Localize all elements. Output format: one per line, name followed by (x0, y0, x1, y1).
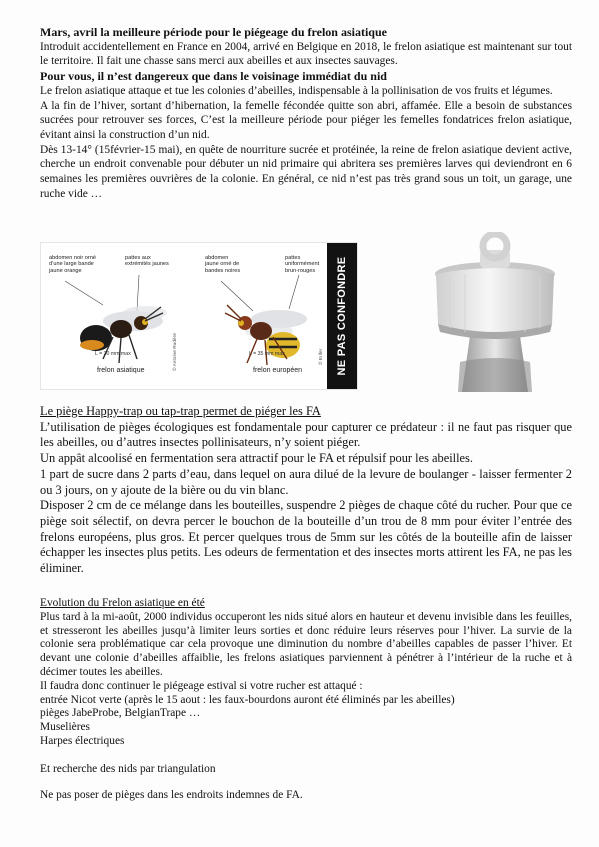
evolution-line-5: Harpes électriques (40, 734, 125, 747)
evolution-heading: Evolution du Frelon asiatique en été (40, 597, 205, 609)
warning-banner-text: NE PAS CONFONDRE (336, 256, 348, 376)
trap-paragraph-3: 1 part de sucre dans 2 parts d’eau, dans lequel on aura dilué de la levure de boulanger - laisser fermenter 2 ou 3 jours, on y ajoute de la bière ou du vin blanc. (40, 466, 572, 497)
evolution-line-4: Muselières (40, 721, 90, 734)
evolution-section (40, 597, 572, 802)
intro-paragraph-4: Dès 13-14° (15février-15 mai), en quête de nourriture sucrée et protéinée, la reine de frelon asiatique devient active, cherche un endroit convenable pour débuter un nid primaire qui abritera ses premières larves qui deviendront en 6 semaines les premières ouvrières de la colonie. En général, ce nid n’est pas très grand sous un toit, un garage, une ruche vide … (40, 143, 572, 200)
evolution-line-7: Ne pas poser de pièges dans les endroits indemnes de FA. (40, 788, 303, 801)
european-hornet-caption-abdomen: abdomen jaune orné de bandes noires (205, 255, 241, 274)
intro-paragraph-3: A la fin de l’hiver, sortant d’hibernation, la femelle fécondée quitte son abri, affamée. Elle a besoin de substances sucrées pour retrouver ses forces, C’est la meilleure période pour piéger les femelles fondatrices frelon asiatique, évitant ainsi la construction d’un nid. (40, 99, 572, 141)
asian-hornet-credit: © Antoine Rudère (173, 333, 178, 371)
evolution-line-1: Il faudra donc continuer le piégeage estival si votre rucher est attaqué : (40, 679, 363, 692)
european-hornet-label: frelon européen (253, 367, 303, 374)
asian-hornet-caption-legs: pattes aux extrémités jaunes (125, 255, 169, 268)
trap-paragraph-2: Un appât alcoolisé en fermentation sera attractif pour le FA et répulsif pour les abeilles. (40, 451, 473, 466)
evolution-line-3: pièges JabeProbe, BelgianTrape … (40, 707, 201, 720)
evolution-line-2: entrée Nicot verte (après le 15 aout : les faux-bourdons auront été éliminés par les abeilles) (40, 693, 455, 706)
intro-paragraph-1: Introduit accidentellement en France en 2004, arrivé en Belgique en 2018, le frelon asiatique est maintenant sur tout le territoire. Il fait une chasse sans merci aux abeilles et aux insectes sauvages. (40, 40, 572, 68)
intro-section (40, 25, 572, 201)
evolution-paragraph: Plus tard à la mi-août, 2000 individus occuperont les nids situé alors en hauteur et devenu invisible dans les feuilles, et stresseront les abeilles jusqu’à limiter leurs sorties et donc réduire leurs réserves pour l’hiver. La survie de la colonie sera problématique car cela provoque une diminution du nombre d’abeilles capables de passer l’hiver. Et devant une colonie d’abeilles affaiblie, les frelons asiatiques parviennent à pénétrer à l’intérieur de la ruche et à décimer toutes les abeilles. (40, 610, 572, 678)
trap-section (40, 404, 572, 577)
intro-paragraph-2: Le frelon asiatique attaque et tue les colonies d’abeilles, indispensable à la pollinisation de vos fruits et légumes. (40, 84, 553, 97)
article-title: Mars, avril la meilleure période pour le piégeage du frelon asiatique (40, 25, 387, 39)
evolution-line-6: Et recherche des nids par triangulation (40, 762, 216, 775)
bottle-trap-cap-icon (420, 232, 570, 392)
spacer (40, 749, 572, 763)
european-hornet-caption-legs: pattes uniformément brun-rouges (285, 255, 320, 274)
european-hornet-credit: © Erifer (319, 348, 324, 365)
intro-subtitle: Pour vous, il n’est dangereux que dans le voisinage immédiat du nid (40, 69, 387, 84)
trap-paragraph-4: Disposer 2 cm de ce mélange dans les bouteilles, suspendre 2 pièges de chaque côté du rucher. Pour que ce piège soit sélectif, on devra percer le bouchon de la bouteille d’un trou de 8 mm pour éviter l’entrée des frelons européens, plus gros. Et percer quelques trous de 5mm sur les côtés de la bouteille afin de laisser échapper les insectes plus petits. Les odeurs de fermentation et des insectes morts attirent les FA, ne pas les éliminer. (40, 498, 572, 576)
european-hornet-size: L = 35 mm max (249, 351, 285, 357)
warning-banner (327, 243, 357, 389)
asian-hornet-caption-abdomen: abdomen noir orné d’une large bande jaune orange (49, 255, 96, 274)
asian-hornet-label: frelon asiatique (97, 367, 145, 374)
spacer (40, 777, 572, 789)
trap-paragraph-1: L’utilisation de pièges écologiques est fondamentale pour capturer ce prédateur : il ne faut pas risquer que les abeilles, ou d’autres insectes pollinisateurs, n’y soient piéger. (40, 419, 572, 450)
trap-heading: Le piège Happy-trap ou tap-trap permet de piéger les FA (40, 404, 321, 418)
hornet-comparison-figure (40, 242, 358, 390)
asian-hornet-size: L = 30 mm max (95, 351, 131, 357)
